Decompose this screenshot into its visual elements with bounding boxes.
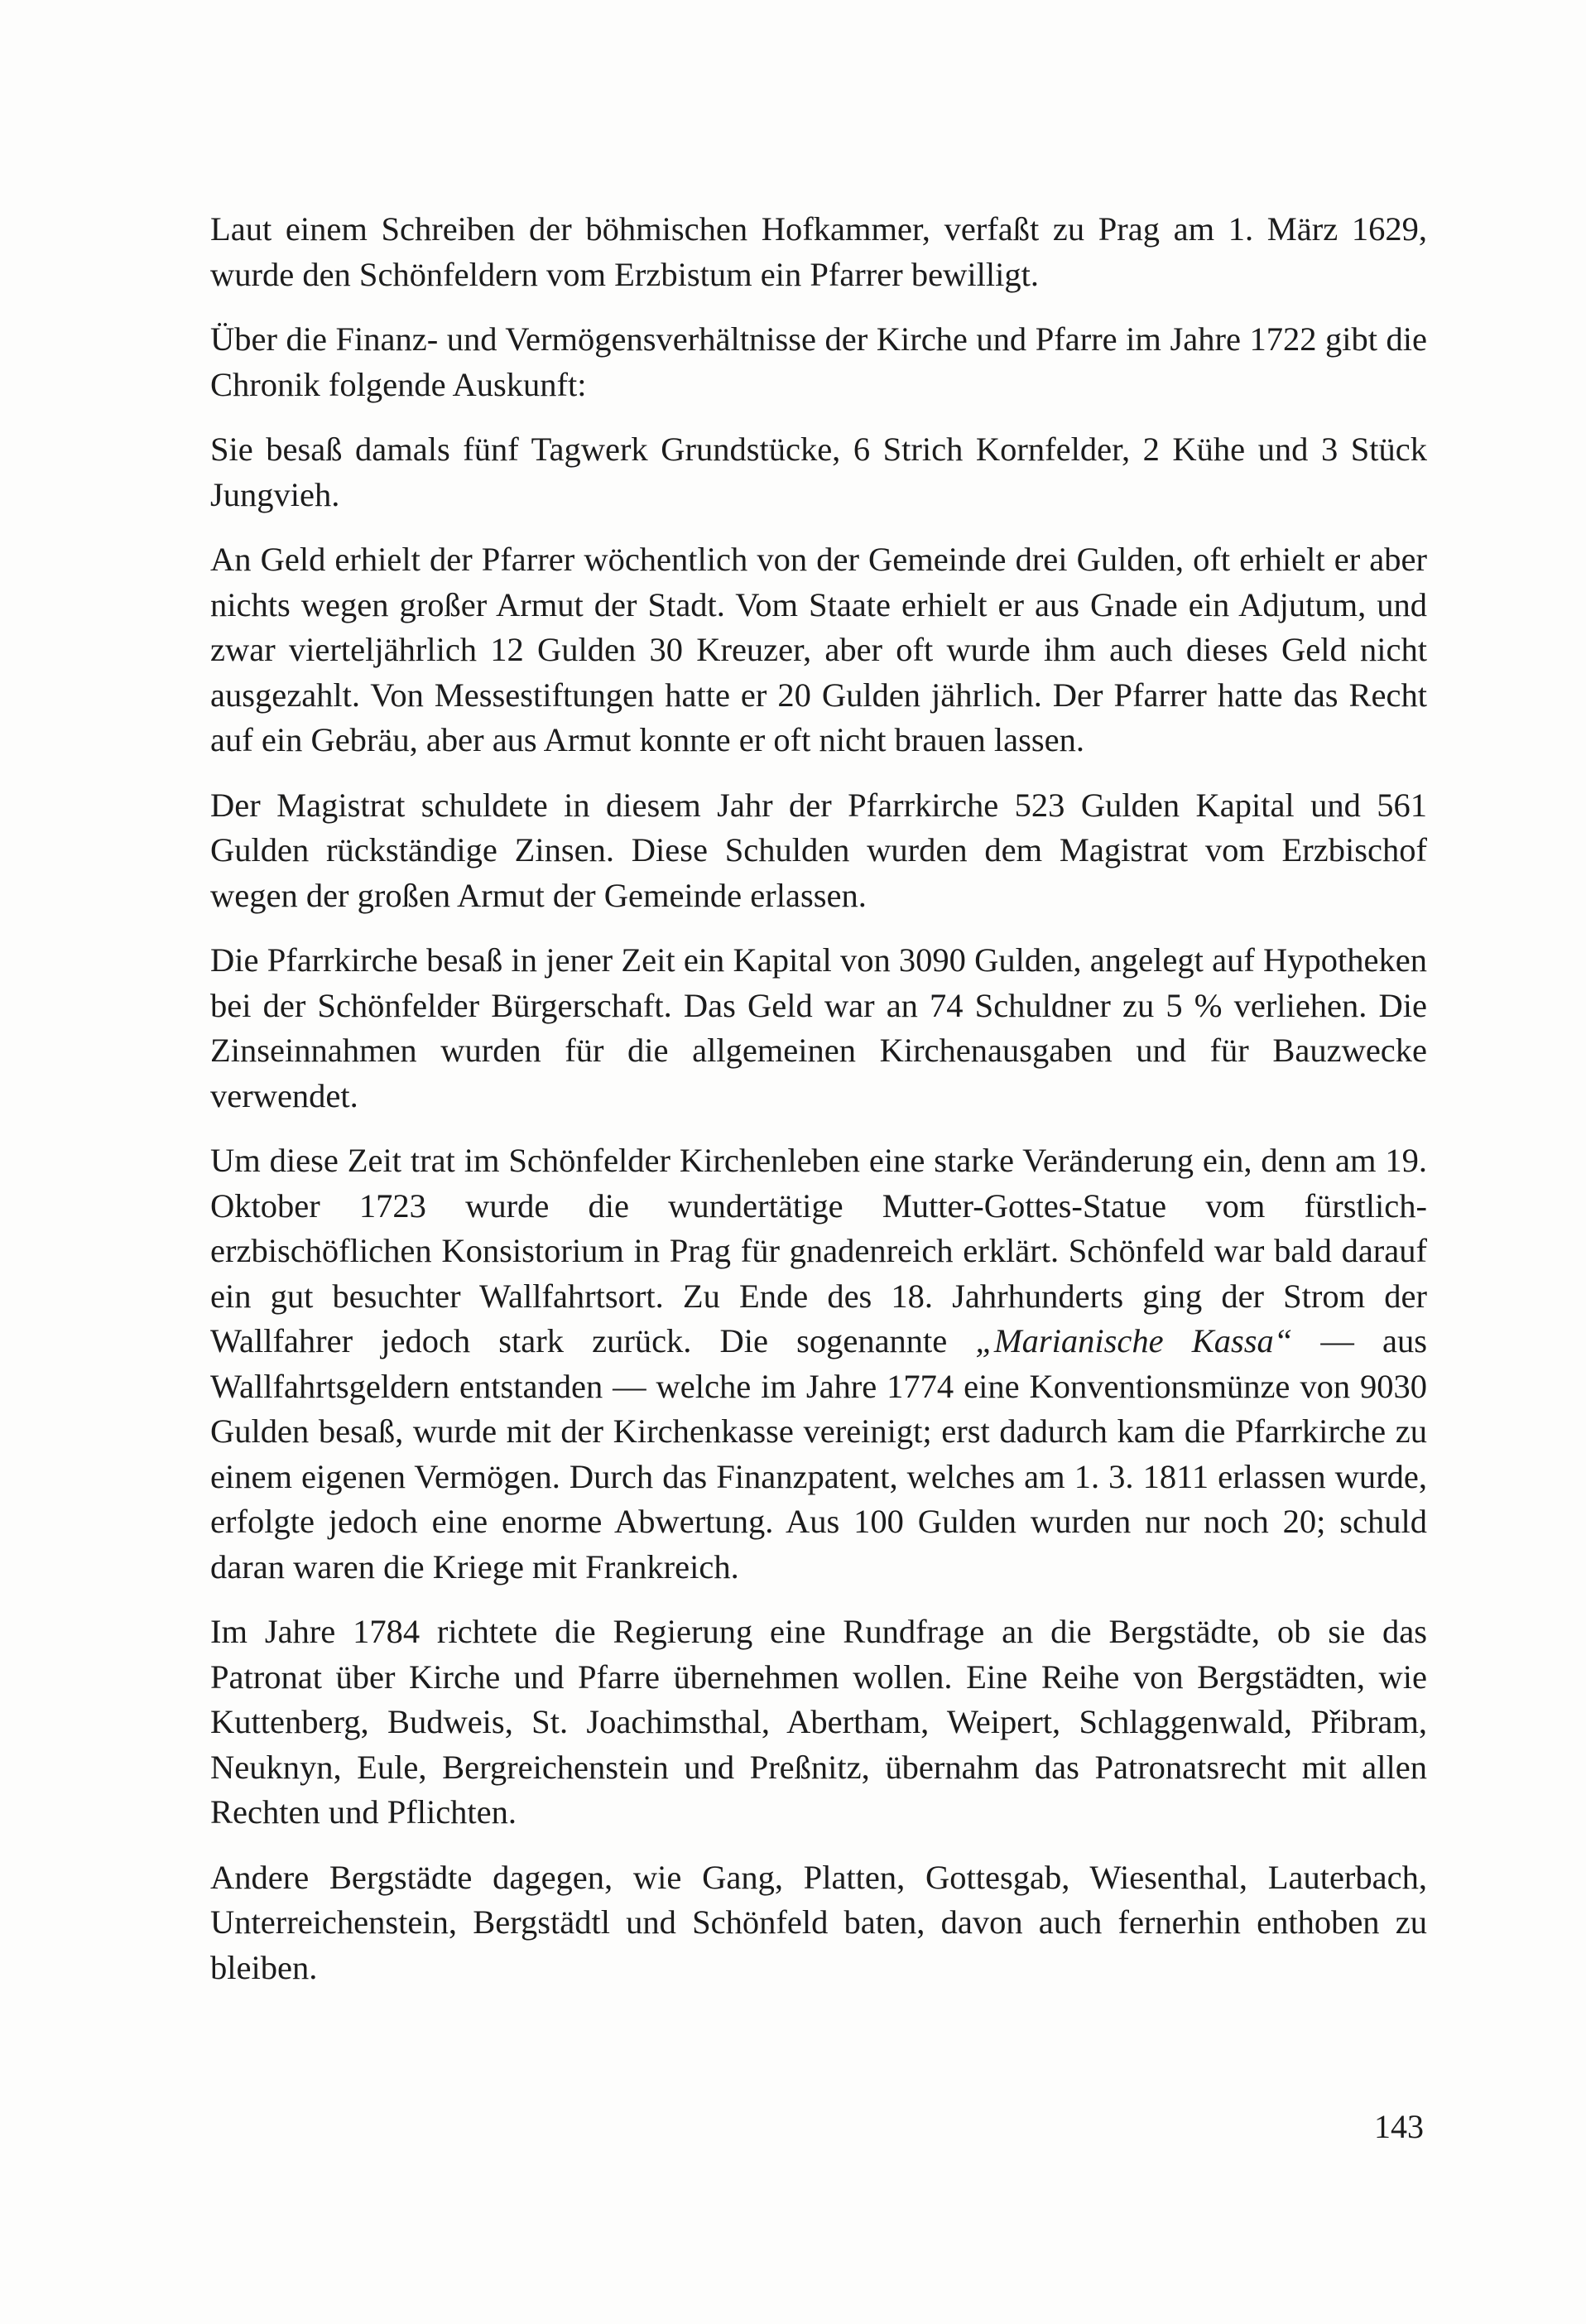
paragraph: Laut einem Schreiben der böhmischen Hofkammer, verfaßt zu Prag am 1. März 1629, wurde den Schönfeldern vom Erzbistum ein Pfarrer bewilligt.: [210, 210, 1427, 293]
paragraph: An Geld erhielt der Pfarrer wöchentlich von der Gemeinde drei Gulden, oft erhielt er aber nichts wegen großer Armut der Stadt. Vom Staate erhielt er aus Gnade ein Adjutum, und zwar vierteljährlich 12 Gulden 30 Kreuzer, aber oft wurde ihm auch dieses Geld nicht ausgezahlt. Von Messestiftungen hatte er 20 Gulden jährlich. Der Pfarrer hatte das Recht auf ein Gebräu, aber aus Armut konnte er oft nicht brauen lassen.: [210, 541, 1427, 758]
paragraph: Über die Finanz- und Vermögensverhältnisse der Kirche und Pfarre im Jahre 1722 gibt die Chronik folgende Auskunft:: [210, 320, 1427, 403]
paragraph: Im Jahre 1784 richtete die Regierung eine Rundfrage an die Bergstädte, ob sie das Patronat über Kirche und Pfarre übernehmen wollen. Eine Reihe von Bergstädten, wie Kuttenberg, Budweis, St. Joachimsthal, Abertham, Weipert, Schlaggenwald, Přibram, Neuknyn, Eule, Bergreichenstein und Preßnitz, übernahm das Patronatsrecht mit allen Rechten und Pflichten.: [210, 1613, 1427, 1831]
paragraph: Die Pfarrkirche besaß in jener Zeit ein Kapital von 3090 Gulden, angelegt auf Hypotheken bei der Schönfelder Bürgerschaft. Das Geld war an 74 Schuldner zu 5 % verliehen. Die Zinseinnahmen wurden für die allgemeinen Kirchenausgaben und für Bauzwecke verwendet.: [210, 941, 1427, 1114]
paragraph: Andere Bergstädte dagegen, wie Gang, Platten, Gottesgab, Wiesenthal, Lauterbach, Unterreichenstein, Bergstädtl und Schönfeld baten, davon auch fernerhin enthoben zu bleiben.: [210, 1858, 1427, 1986]
body-text: [210, 207, 1427, 2010]
paragraph: Der Magistrat schuldete in diesem Jahr der Pfarrkirche 523 Gulden Kapital und 561 Gulden rückständige Zinsen. Diese Schulden wurden dem Magistrat vom Erzbischof wegen der großen Armut der Gemeinde erlassen.: [210, 786, 1427, 914]
paragraph: Sie besaß damals fünf Tagwerk Grundstücke, 6 Strich Kornfelder, 2 Kühe und 3 Stück Jungvieh.: [210, 431, 1427, 513]
italic-term: „Marianische Kassa“: [975, 1322, 1293, 1359]
page-number: 143: [1374, 2108, 1424, 2145]
paragraph: Um diese Zeit trat im Schönfelder Kirchenleben eine starke Veränderung ein, denn am 19. Oktober 1723 wurde die wundertätige Mutter-Gottes-Statue vom fürstlich-erzbischöflichen Konsistorium in Prag für gnadenreich erklärt. Schönfeld war bald darauf ein gut besuchter Wallfahrtsort. Zu Ende des 18. Jahrhunderts ging der Strom der Wallfahrer jedoch stark zurück. Die sogenannte „Marianische Kassa“ — aus Wallfahrtsgeldern entstanden — welche im Jahre 1774 eine Konventionsmünze von 9030 Gulden besaß, wurde mit der Kirchenkasse vereinigt; erst dadurch kam die Pfarrkirche zu einem eigenen Vermögen. Durch das Finanzpatent, welches am 1. 3. 1811 erlassen wurde, erfolgte jedoch eine enorme Abwertung. Aus 100 Gulden wurden nur noch 20; schuld daran waren die Kriege mit Frankreich.: [210, 1142, 1427, 1585]
